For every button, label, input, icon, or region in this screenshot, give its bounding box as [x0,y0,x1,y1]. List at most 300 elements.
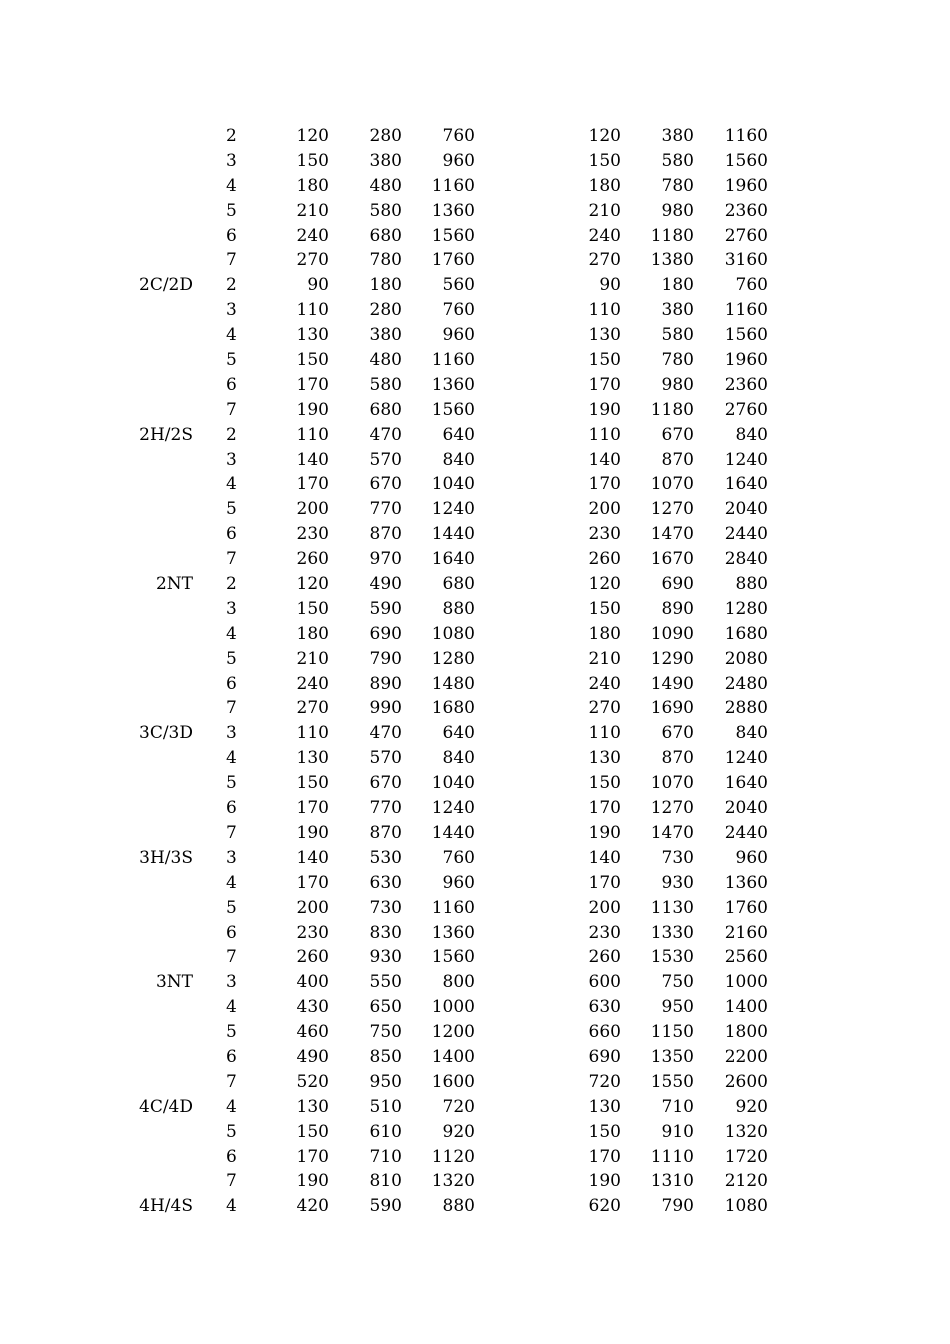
score-cell-a1: 230 [296,922,329,943]
score-cell-b2: 950 [661,997,694,1018]
tricks-cell: 6 [226,922,237,943]
score-cell-a1: 270 [296,250,329,271]
table-row [0,622,950,647]
score-cell-a2: 680 [369,399,402,420]
tricks-cell: 2 [226,424,237,445]
score-cell-a3: 880 [442,1196,475,1217]
score-cell-b2: 790 [661,1196,694,1217]
score-cell-b1: 720 [588,1071,621,1092]
table-row [0,1095,950,1120]
score-cell-b2: 1070 [650,773,694,794]
score-cell-b3: 2880 [724,698,768,719]
score-cell-a2: 790 [369,648,402,669]
score-cell-b3: 880 [735,574,768,595]
score-cell-b1: 170 [588,474,621,495]
score-cell-b2: 180 [661,275,694,296]
score-cell-a1: 180 [296,175,329,196]
score-cell-a2: 770 [369,499,402,520]
score-cell-b3: 1080 [724,1196,768,1217]
score-cell-b1: 130 [588,325,621,346]
score-cell-b1: 150 [588,150,621,171]
score-cell-a2: 830 [369,922,402,943]
score-cell-a1: 240 [296,673,329,694]
tricks-cell: 7 [226,1171,237,1192]
score-cell-a1: 460 [296,1022,329,1043]
score-cell-b3: 1160 [724,300,768,321]
score-cell-a2: 780 [369,250,402,271]
tricks-cell: 3 [226,150,237,171]
score-cell-b1: 230 [588,524,621,545]
score-cell-a3: 960 [442,872,475,893]
score-cell-a3: 760 [442,847,475,868]
score-cell-a2: 470 [369,723,402,744]
table-row [0,921,950,946]
score-cell-b3: 1680 [724,623,768,644]
score-cell-b2: 1310 [650,1171,694,1192]
score-cell-b2: 870 [661,748,694,769]
score-cell-a2: 180 [369,275,402,296]
score-cell-b1: 150 [588,350,621,371]
score-cell-b1: 200 [588,499,621,520]
score-cell-b1: 110 [588,723,621,744]
score-cell-b2: 780 [661,175,694,196]
score-cell-a3: 1440 [431,524,475,545]
score-cell-b1: 110 [588,424,621,445]
table-row [0,199,950,224]
score-cell-b1: 180 [588,623,621,644]
table-row [0,248,950,273]
score-cell-b3: 840 [735,723,768,744]
contract-cell: 2H/2S [139,424,193,445]
score-cell-b3: 1720 [724,1146,768,1167]
score-cell-a1: 260 [296,549,329,570]
table-row [0,298,950,323]
score-cell-b2: 380 [661,300,694,321]
score-cell-b1: 240 [588,673,621,694]
score-cell-a1: 210 [296,648,329,669]
table-row [0,448,950,473]
tricks-cell: 6 [226,798,237,819]
score-cell-a1: 120 [296,574,329,595]
tricks-cell: 3 [226,972,237,993]
score-cell-b2: 1070 [650,474,694,495]
table-row [0,597,950,622]
score-cell-b1: 110 [588,300,621,321]
score-cell-b2: 380 [661,126,694,146]
tricks-cell: 4 [226,1096,237,1117]
score-cell-b3: 1360 [724,872,768,893]
score-cell-a1: 150 [296,150,329,171]
score-cell-a1: 110 [296,300,329,321]
score-cell-b3: 1320 [724,1121,768,1142]
tricks-cell: 6 [226,524,237,545]
tricks-cell: 2 [226,126,237,146]
score-cell-b1: 210 [588,648,621,669]
score-cell-b1: 190 [588,399,621,420]
table-row [0,970,950,995]
score-cell-a2: 670 [369,773,402,794]
score-cell-b2: 1290 [650,648,694,669]
score-cell-b2: 710 [661,1096,694,1117]
score-cell-a3: 1080 [431,623,475,644]
tricks-cell: 6 [226,673,237,694]
score-cell-a3: 840 [442,449,475,470]
score-cell-a3: 1160 [431,897,475,918]
score-cell-a1: 150 [296,350,329,371]
score-cell-b3: 1760 [724,897,768,918]
score-cell-b3: 2760 [724,399,768,420]
score-cell-b3: 1640 [724,773,768,794]
score-cell-b3: 840 [735,424,768,445]
score-cell-a3: 1360 [431,200,475,221]
score-cell-b3: 1240 [724,748,768,769]
score-cell-b3: 1800 [724,1022,768,1043]
score-cell-b2: 1270 [650,798,694,819]
score-cell-b1: 190 [588,822,621,843]
score-cell-a3: 960 [442,325,475,346]
score-cell-b3: 2440 [724,822,768,843]
score-cell-a3: 1360 [431,374,475,395]
score-cell-a1: 110 [296,723,329,744]
score-cell-b1: 620 [588,1196,621,1217]
tricks-cell: 3 [226,598,237,619]
table-row [0,821,950,846]
table-row [0,224,950,249]
table-row [0,1020,950,1045]
table-row [0,398,950,423]
score-cell-b2: 1380 [650,250,694,271]
score-cell-a2: 470 [369,424,402,445]
score-cell-b1: 140 [588,847,621,868]
score-cell-b3: 1280 [724,598,768,619]
score-cell-a3: 920 [442,1121,475,1142]
score-cell-a1: 130 [296,1096,329,1117]
score-cell-a3: 880 [442,598,475,619]
score-cell-a2: 810 [369,1171,402,1192]
score-cell-b3: 2360 [724,374,768,395]
tricks-cell: 7 [226,822,237,843]
score-cell-a2: 280 [369,300,402,321]
score-cell-b3: 960 [735,847,768,868]
score-cell-a2: 570 [369,748,402,769]
score-cell-a2: 380 [369,325,402,346]
score-cell-b2: 1550 [650,1071,694,1092]
score-cell-a1: 120 [296,126,329,146]
score-cell-b2: 1690 [650,698,694,719]
score-cell-b2: 1180 [650,399,694,420]
score-cell-a2: 670 [369,474,402,495]
score-cell-b2: 910 [661,1121,694,1142]
score-cell-b1: 600 [588,972,621,993]
score-cell-a3: 1040 [431,474,475,495]
contract-cell: 3C/3D [139,723,193,744]
score-cell-a2: 580 [369,200,402,221]
score-cell-b1: 630 [588,997,621,1018]
score-cell-a1: 170 [296,872,329,893]
score-cell-a1: 240 [296,225,329,246]
score-cell-b2: 870 [661,449,694,470]
score-cell-b2: 1150 [650,1022,694,1043]
score-cell-a2: 380 [369,150,402,171]
table-row [0,896,950,921]
score-cell-a1: 520 [296,1071,329,1092]
score-cell-a3: 1320 [431,1171,475,1192]
table-row [0,746,950,771]
table-row [0,1169,950,1194]
contract-cell: 4H/4S [139,1196,193,1217]
score-cell-b3: 2600 [724,1071,768,1092]
table-row [0,522,950,547]
score-cell-a3: 1160 [431,175,475,196]
table-row [0,323,950,348]
score-cell-a2: 590 [369,1196,402,1217]
score-cell-a3: 1400 [431,1046,475,1067]
tricks-cell: 5 [226,1022,237,1043]
score-cell-a2: 710 [369,1146,402,1167]
table-row [0,771,950,796]
tricks-cell: 6 [226,225,237,246]
score-cell-b1: 150 [588,598,621,619]
table-row [0,1120,950,1145]
table-row [0,721,950,746]
score-cell-a1: 270 [296,698,329,719]
score-cell-b3: 3160 [724,250,768,271]
score-cell-a2: 550 [369,972,402,993]
score-cell-a2: 280 [369,126,402,146]
score-cell-a1: 210 [296,200,329,221]
score-cell-a2: 480 [369,350,402,371]
tricks-cell: 7 [226,947,237,968]
score-cell-a2: 850 [369,1046,402,1067]
score-cell-b2: 730 [661,847,694,868]
tricks-cell: 4 [226,997,237,1018]
score-cell-a3: 840 [442,748,475,769]
score-cell-a3: 1240 [431,499,475,520]
score-cell-b2: 580 [661,150,694,171]
score-cell-a3: 1560 [431,399,475,420]
score-cell-b2: 1470 [650,524,694,545]
score-cell-a3: 1560 [431,947,475,968]
tricks-cell: 4 [226,175,237,196]
score-cell-a1: 150 [296,1121,329,1142]
score-cell-a2: 610 [369,1121,402,1142]
score-cell-b2: 1670 [650,549,694,570]
tricks-cell: 7 [226,549,237,570]
score-cell-b3: 2840 [724,549,768,570]
score-cell-a2: 480 [369,175,402,196]
score-table [0,124,950,1219]
score-cell-a3: 760 [442,300,475,321]
score-cell-b1: 230 [588,922,621,943]
score-cell-a2: 690 [369,623,402,644]
score-cell-b3: 1400 [724,997,768,1018]
score-cell-a3: 1760 [431,250,475,271]
score-cell-b3: 2440 [724,524,768,545]
score-cell-b1: 140 [588,449,621,470]
tricks-cell: 3 [226,300,237,321]
score-cell-a1: 420 [296,1196,329,1217]
score-cell-b3: 2480 [724,673,768,694]
score-cell-b2: 1330 [650,922,694,943]
score-cell-a1: 430 [296,997,329,1018]
score-cell-a3: 960 [442,150,475,171]
table-row [0,149,950,174]
score-cell-b1: 170 [588,798,621,819]
score-cell-a3: 1000 [431,997,475,1018]
score-cell-b1: 170 [588,1146,621,1167]
score-cell-b2: 930 [661,872,694,893]
score-cell-a3: 640 [442,723,475,744]
score-cell-b3: 920 [735,1096,768,1117]
score-cell-a3: 1200 [431,1022,475,1043]
table-row [0,1145,950,1170]
score-cell-b1: 210 [588,200,621,221]
contract-cell: 3H/3S [139,847,193,868]
score-cell-a2: 970 [369,549,402,570]
score-cell-a1: 190 [296,822,329,843]
score-cell-a2: 650 [369,997,402,1018]
score-cell-b1: 260 [588,947,621,968]
score-cell-a2: 930 [369,947,402,968]
score-cell-a1: 150 [296,598,329,619]
score-cell-a3: 1600 [431,1071,475,1092]
contract-cell: 2NT [155,574,193,595]
tricks-cell: 5 [226,350,237,371]
table-row [0,124,950,149]
score-cell-a3: 1360 [431,922,475,943]
score-cell-b1: 120 [588,126,621,146]
score-cell-b3: 1240 [724,449,768,470]
table-row [0,174,950,199]
score-cell-b3: 760 [735,275,768,296]
score-cell-b3: 2560 [724,947,768,968]
score-cell-b1: 90 [599,275,621,296]
score-cell-a2: 990 [369,698,402,719]
table-row [0,1045,950,1070]
table-row [0,647,950,672]
score-cell-a1: 190 [296,399,329,420]
score-cell-a2: 530 [369,847,402,868]
tricks-cell: 6 [226,374,237,395]
score-cell-a1: 140 [296,847,329,868]
score-cell-a1: 170 [296,798,329,819]
tricks-cell: 3 [226,449,237,470]
table-row [0,273,950,298]
score-cell-b1: 150 [588,773,621,794]
table-row [0,672,950,697]
tricks-cell: 5 [226,499,237,520]
score-cell-b1: 270 [588,698,621,719]
tricks-cell: 7 [226,698,237,719]
score-cell-a2: 490 [369,574,402,595]
table-row [0,796,950,821]
score-cell-b2: 750 [661,972,694,993]
tricks-cell: 4 [226,748,237,769]
score-cell-b2: 1350 [650,1046,694,1067]
score-cell-a1: 130 [296,748,329,769]
score-cell-b3: 1560 [724,150,768,171]
tricks-cell: 7 [226,250,237,271]
table-row [0,348,950,373]
table-row [0,572,950,597]
score-cell-a1: 90 [307,275,329,296]
score-cell-b1: 200 [588,897,621,918]
score-cell-b3: 2040 [724,499,768,520]
score-cell-b2: 1180 [650,225,694,246]
score-cell-b1: 170 [588,872,621,893]
score-cell-a3: 1040 [431,773,475,794]
table-row [0,497,950,522]
score-cell-b2: 980 [661,200,694,221]
score-cell-a2: 770 [369,798,402,819]
score-cell-a2: 630 [369,872,402,893]
contract-cell: 3NT [155,972,193,993]
score-cell-b1: 130 [588,1096,621,1117]
score-cell-b3: 2760 [724,225,768,246]
score-cell-a3: 1560 [431,225,475,246]
table-row [0,373,950,398]
score-cell-a3: 1440 [431,822,475,843]
tricks-cell: 5 [226,773,237,794]
score-cell-a1: 170 [296,474,329,495]
score-cell-b3: 2040 [724,798,768,819]
score-cell-b2: 1090 [650,623,694,644]
tricks-cell: 2 [226,574,237,595]
score-cell-b2: 580 [661,325,694,346]
table-row [0,1194,950,1219]
score-cell-b3: 2160 [724,922,768,943]
score-cell-b2: 1130 [650,897,694,918]
score-cell-a2: 870 [369,524,402,545]
tricks-cell: 5 [226,1121,237,1142]
score-cell-b3: 2080 [724,648,768,669]
tricks-cell: 4 [226,1196,237,1217]
score-cell-a3: 1280 [431,648,475,669]
score-cell-a3: 1640 [431,549,475,570]
score-cell-b3: 2360 [724,200,768,221]
score-cell-a2: 510 [369,1096,402,1117]
score-cell-b1: 180 [588,175,621,196]
score-cell-a2: 590 [369,598,402,619]
score-cell-b1: 660 [588,1022,621,1043]
score-cell-a3: 760 [442,126,475,146]
contract-cell: 2C/2D [139,275,193,296]
table-row [0,846,950,871]
score-cell-a2: 680 [369,225,402,246]
score-cell-b1: 190 [588,1171,621,1192]
tricks-cell: 5 [226,200,237,221]
tricks-cell: 6 [226,1046,237,1067]
score-cell-a1: 490 [296,1046,329,1067]
table-row [0,871,950,896]
score-cell-a1: 170 [296,374,329,395]
score-cell-b1: 260 [588,549,621,570]
score-cell-b2: 1110 [650,1146,694,1167]
score-cell-a3: 720 [442,1096,475,1117]
table-row [0,945,950,970]
score-cell-a2: 890 [369,673,402,694]
score-cell-b1: 170 [588,374,621,395]
score-cell-a2: 870 [369,822,402,843]
score-cell-a1: 140 [296,449,329,470]
score-cell-b2: 980 [661,374,694,395]
score-cell-b1: 150 [588,1121,621,1142]
score-cell-b1: 270 [588,250,621,271]
score-cell-a3: 640 [442,424,475,445]
score-cell-a3: 1240 [431,798,475,819]
tricks-cell: 4 [226,325,237,346]
score-cell-b3: 1000 [724,972,768,993]
